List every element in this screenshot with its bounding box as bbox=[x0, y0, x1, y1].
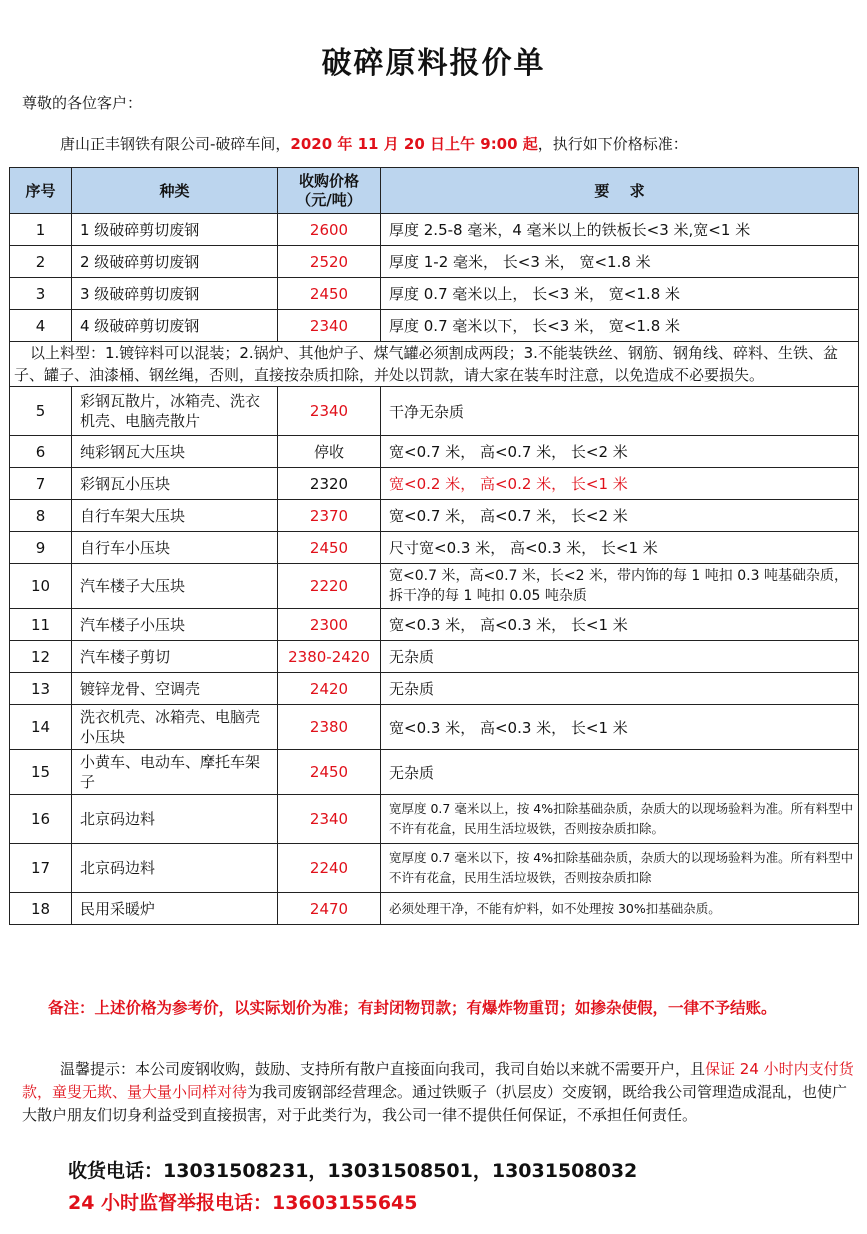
row-requirement: 宽<0.7 米，高<0.7 米，长<2 米，带内饰的每 1 吨扣 0.3 吨基础杂质，拆干净的每 1 吨扣 0.05 吨杂质 bbox=[381, 564, 859, 609]
row-kind: 镀锌龙骨、空调壳 bbox=[72, 673, 278, 705]
row-no: 11 bbox=[10, 609, 72, 641]
table-row bbox=[10, 436, 859, 468]
row-no: 14 bbox=[10, 705, 72, 750]
row-no: 3 bbox=[10, 278, 72, 310]
row-requirement: 厚度 0.7 毫米以上， 长<3 米， 宽<1.8 米 bbox=[381, 278, 859, 310]
row-price: 停收 bbox=[278, 436, 381, 468]
table-row bbox=[10, 673, 859, 705]
row-requirement: 宽<0.2 米， 高<0.2 米， 长<1 米 bbox=[381, 468, 859, 500]
row-requirement: 宽厚度 0.7 毫米以上，按 4%扣除基础杂质，杂质大的以现场验料为准。所有料型中不许有花盒，民用生活垃圾铁，否则按杂质扣除。 bbox=[381, 795, 859, 844]
table-row bbox=[10, 609, 859, 641]
row-requirement: 厚度 2.5-8 毫米，4 毫米以上的铁板长<3 米,宽<1 米 bbox=[381, 214, 859, 246]
row-kind: 汽车楼子小压块 bbox=[72, 609, 278, 641]
effective-date: 2020 年 11 月 20 日上午 9:00 起 bbox=[290, 135, 538, 153]
row-kind: 汽车楼子剪切 bbox=[72, 641, 278, 673]
row-no: 16 bbox=[10, 795, 72, 844]
tips-part1: 温馨提示：本公司废钢收购，鼓励、支持所有散户直接面向我司，我司自始以来就不需要开户，且 bbox=[60, 1060, 706, 1078]
header-requirement: 要 求 bbox=[381, 168, 859, 214]
header-no: 序号 bbox=[10, 168, 72, 214]
row-requirement: 宽<0.3 米， 高<0.3 米， 长<1 米 bbox=[381, 705, 859, 750]
row-kind: 3 级破碎剪切废钢 bbox=[72, 278, 278, 310]
tips bbox=[22, 1058, 858, 1127]
row-kind: 自行车小压块 bbox=[72, 532, 278, 564]
table-row bbox=[10, 468, 859, 500]
row-kind: 纯彩钢瓦大压块 bbox=[72, 436, 278, 468]
row-kind: 民用采暖炉 bbox=[72, 893, 278, 925]
greeting: 尊敬的各位客户： bbox=[22, 94, 143, 112]
row-no: 5 bbox=[10, 387, 72, 436]
table-row bbox=[10, 893, 859, 925]
row-kind: 北京码边料 bbox=[72, 844, 278, 893]
row-no: 10 bbox=[10, 564, 72, 609]
intro-line bbox=[60, 133, 688, 154]
row-kind: 1 级破碎剪切废钢 bbox=[72, 214, 278, 246]
table-row bbox=[10, 641, 859, 673]
table-row bbox=[10, 214, 859, 246]
row-price: 2370 bbox=[278, 500, 381, 532]
remark: 备注：上述价格为参考价，以实际划价为准；有封闭物罚款；有爆炸物重罚；如掺杂使假，一律不予结账。 bbox=[48, 999, 777, 1017]
row-kind: 4 级破碎剪切废钢 bbox=[72, 310, 278, 342]
row-requirement: 厚度 0.7 毫米以下， 长<3 米， 宽<1.8 米 bbox=[381, 310, 859, 342]
table-row bbox=[10, 532, 859, 564]
row-price: 2450 bbox=[278, 532, 381, 564]
tips-sep: ， bbox=[37, 1083, 53, 1101]
tips-red1: 保证 24 小时内支付货款 bbox=[22, 1060, 854, 1101]
row-price: 2340 bbox=[278, 310, 381, 342]
row-price: 2340 bbox=[278, 387, 381, 436]
row-requirement: 宽厚度 0.7 毫米以下，按 4%扣除基础杂质，杂质大的以现场验料为准。所有料型中不许有花盒，民用生活垃圾铁，否则按杂质扣除 bbox=[381, 844, 859, 893]
row-no: 13 bbox=[10, 673, 72, 705]
tips-red2: 童叟无欺、量大量小同样对待 bbox=[52, 1083, 248, 1101]
report-hotline: 24 小时监督举报电话：13603155645 bbox=[68, 1192, 418, 1214]
row-price: 2320 bbox=[278, 468, 381, 500]
row-kind: 北京码边料 bbox=[72, 795, 278, 844]
row-price: 2380 bbox=[278, 705, 381, 750]
table-row bbox=[10, 387, 859, 436]
table-row bbox=[10, 310, 859, 342]
row-no: 1 bbox=[10, 214, 72, 246]
row-price: 2470 bbox=[278, 893, 381, 925]
header-row bbox=[10, 168, 859, 214]
row-no: 7 bbox=[10, 468, 72, 500]
row-requirement: 宽<0.7 米， 高<0.7 米， 长<2 米 bbox=[381, 436, 859, 468]
row-no: 17 bbox=[10, 844, 72, 893]
row-price: 2380-2420 bbox=[278, 641, 381, 673]
row-no: 12 bbox=[10, 641, 72, 673]
row-no: 15 bbox=[10, 750, 72, 795]
row-no: 8 bbox=[10, 500, 72, 532]
row-kind: 自行车架大压块 bbox=[72, 500, 278, 532]
material-note: 以上料型：1.镀锌料可以混装；2.锅炉、其他炉子、煤气罐必须割成两段；3.不能装铁丝、钢筋、钢角线、碎料、生铁、盆子、罐子、油漆桶、钢丝绳，否则，直接按杂质扣除，并处以罚款，请大家在装车时注意，以免造成不必要损失。 bbox=[10, 342, 859, 387]
row-price: 2240 bbox=[278, 844, 381, 893]
row-price: 2600 bbox=[278, 214, 381, 246]
table-row bbox=[10, 500, 859, 532]
table-row bbox=[10, 278, 859, 310]
table-row bbox=[10, 750, 859, 795]
row-no: 2 bbox=[10, 246, 72, 278]
row-price: 2450 bbox=[278, 750, 381, 795]
tips-part2: 为我司废钢部经营理念。通过铁贩子（扒层皮）交废钢，既给我公司管理造成混乱，也使广大散户朋友们切身利益受到直接损害，对于此类行为，我公司一律不提供任何保证，不承担任何责任。 bbox=[22, 1083, 848, 1124]
row-price: 2450 bbox=[278, 278, 381, 310]
price-table bbox=[9, 167, 859, 925]
row-requirement: 无杂质 bbox=[381, 673, 859, 705]
row-price: 2300 bbox=[278, 609, 381, 641]
table-row bbox=[10, 795, 859, 844]
row-price: 2520 bbox=[278, 246, 381, 278]
row-no: 4 bbox=[10, 310, 72, 342]
row-price: 2340 bbox=[278, 795, 381, 844]
row-kind: 彩钢瓦小压块 bbox=[72, 468, 278, 500]
table-row bbox=[10, 246, 859, 278]
row-kind: 汽车楼子大压块 bbox=[72, 564, 278, 609]
row-kind: 2 级破碎剪切废钢 bbox=[72, 246, 278, 278]
row-no: 18 bbox=[10, 893, 72, 925]
row-kind: 小黄车、电动车、摩托车架子 bbox=[72, 750, 278, 795]
header-kind: 种类 bbox=[72, 168, 278, 214]
row-price: 2420 bbox=[278, 673, 381, 705]
row-kind: 彩钢瓦散片，冰箱壳、洗衣机壳、电脑壳散片 bbox=[72, 387, 278, 436]
row-requirement: 无杂质 bbox=[381, 641, 859, 673]
row-no: 6 bbox=[10, 436, 72, 468]
row-requirement: 厚度 1-2 毫米， 长<3 米， 宽<1.8 米 bbox=[381, 246, 859, 278]
row-requirement: 宽<0.3 米， 高<0.3 米， 长<1 米 bbox=[381, 609, 859, 641]
row-requirement: 必须处理干净，不能有炉料，如不处理按 30%扣基础杂质。 bbox=[381, 893, 859, 925]
page-title: 破碎原料报价单 bbox=[321, 46, 546, 81]
row-requirement: 宽<0.7 米， 高<0.7 米， 长<2 米 bbox=[381, 500, 859, 532]
table-row bbox=[10, 705, 859, 750]
row-requirement: 干净无杂质 bbox=[381, 387, 859, 436]
table-row bbox=[10, 844, 859, 893]
intro-suffix: ，执行如下价格标准： bbox=[537, 135, 688, 153]
row-no: 9 bbox=[10, 532, 72, 564]
row-requirement: 无杂质 bbox=[381, 750, 859, 795]
row-requirement: 尺寸宽<0.3 米， 高<0.3 米， 长<1 米 bbox=[381, 532, 859, 564]
receiving-phone: 收货电话：13031508231，13031508501，13031508032 bbox=[68, 1160, 638, 1182]
row-kind: 洗衣机壳、冰箱壳、电脑壳小压块 bbox=[72, 705, 278, 750]
note-row bbox=[10, 342, 859, 387]
row-price: 2220 bbox=[278, 564, 381, 609]
table-row bbox=[10, 564, 859, 609]
intro-prefix: 唐山正丰钢铁有限公司-破碎车间， bbox=[60, 135, 291, 153]
header-price: 收购价格（元/吨） bbox=[278, 168, 381, 214]
